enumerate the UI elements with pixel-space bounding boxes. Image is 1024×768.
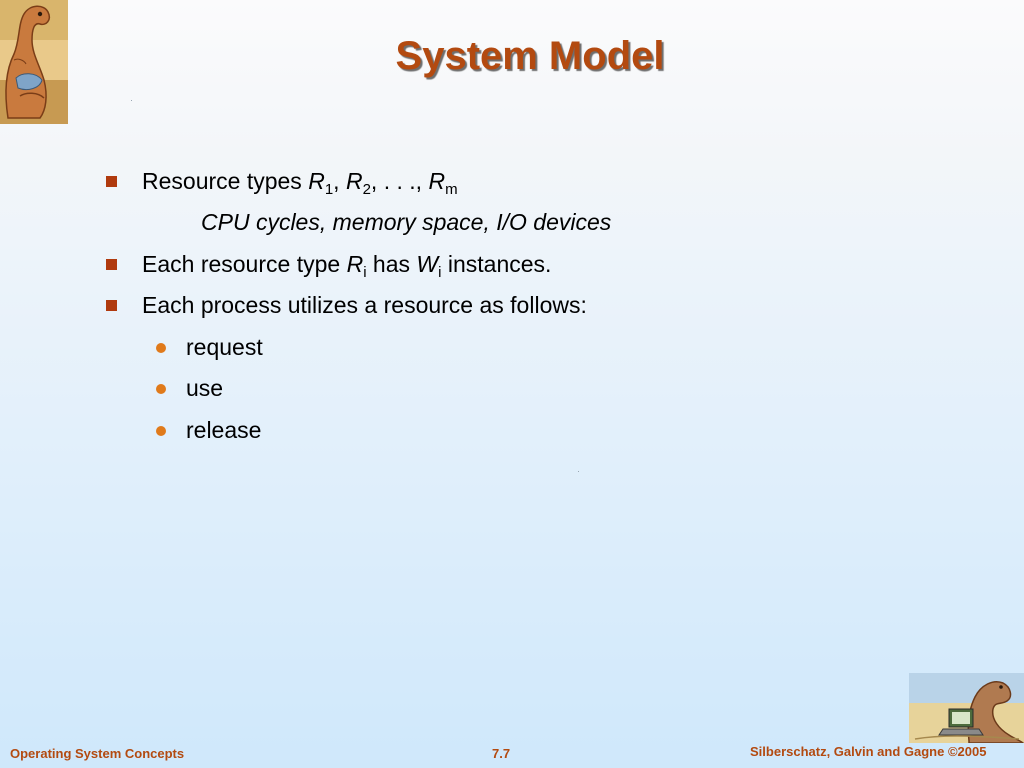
footer-page-number: 7.7 xyxy=(492,746,511,761)
square-bullet-icon xyxy=(106,300,117,311)
step-use: use xyxy=(186,375,224,401)
speck xyxy=(578,471,579,472)
round-bullet-icon xyxy=(156,384,166,394)
bullet-process-use: Each process utilizes a resource as follows: xyxy=(142,292,587,318)
bullet-resource-types: Resource types $R_1$, $R_2$, . . ., $R_m$ xyxy=(142,168,458,198)
speck xyxy=(131,100,132,101)
footer-course-title: Operating System Concepts xyxy=(10,746,185,761)
round-bullet-icon xyxy=(156,343,166,353)
step-request: request xyxy=(186,334,263,360)
square-bullet-icon xyxy=(106,176,117,187)
bullet-instances: Each resource type $R_i$ has $W_i$ instances. xyxy=(142,251,552,281)
resource-examples: CPU cycles, memory space, I/O devices xyxy=(201,209,612,235)
footer-copyright: Silberschatz, Galvin and Gagne ©2005 xyxy=(750,744,987,759)
square-bullet-icon xyxy=(106,259,117,270)
page-title: System Model xyxy=(395,34,665,78)
round-bullet-icon xyxy=(156,426,166,436)
dinosaur-laptop-icon xyxy=(909,673,1024,743)
step-release: release xyxy=(186,417,262,443)
